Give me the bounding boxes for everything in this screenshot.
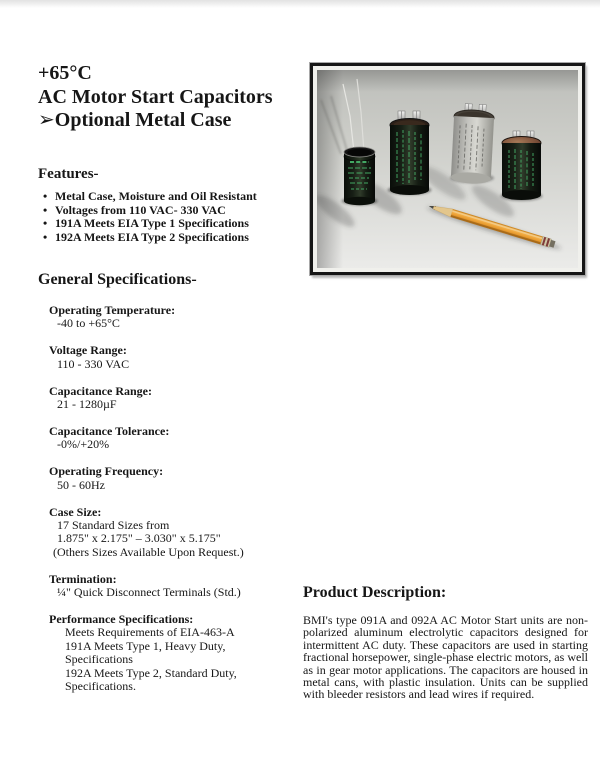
capacitor-metal-case-icon (451, 103, 495, 184)
spec-value: Specifications (65, 652, 133, 667)
feature-item (38, 217, 310, 231)
spec-operating-frequency (49, 465, 304, 492)
spec-value: 21 - 1280µF (57, 397, 117, 412)
spec-label: Capacitance Range: (49, 383, 152, 398)
product-description-heading: Product Description: (303, 584, 447, 601)
general-specs-heading: General Specifications- (38, 271, 197, 288)
title-line-metal-case: ➢Optional Metal Case (38, 109, 232, 131)
bullet-icon: • (43, 229, 48, 244)
spec-label: Operating Temperature: (49, 303, 176, 317)
spec-value: 191A Meets Type 1, Heavy Duty, (65, 638, 226, 653)
spec-label: Operating Frequency: (49, 464, 164, 479)
feature-item (38, 231, 310, 245)
bullet-icon: • (43, 189, 48, 203)
general-specs-list (49, 304, 304, 707)
spec-label: Capacitance Tolerance: (49, 423, 170, 438)
spec-value: Meets Requirements of EIA-463-A (65, 625, 235, 640)
spec-performance-specifications (49, 613, 304, 693)
features-heading: Features- (38, 166, 99, 182)
spec-value: 192A Meets Type 2, Standard Duty, (65, 665, 237, 680)
spec-capacitance-tolerance (49, 425, 304, 452)
spec-value: 17 Standard Sizes from (57, 517, 170, 532)
feature-item-label: Voltages from 110 VAC- 330 VAC (55, 202, 226, 217)
spec-termination (49, 573, 304, 600)
spec-label: Case Size: (49, 504, 102, 519)
feature-item (38, 204, 310, 218)
product-photo-frame (310, 63, 585, 275)
capacitor-short-black-icon (502, 131, 541, 200)
spec-value: 1.875" x 2.175" – 3.030" x 5.175" (57, 531, 221, 546)
product-photo (317, 70, 578, 268)
spec-capacitance-range (49, 385, 304, 412)
spec-value: 110 - 330 VAC (57, 356, 130, 371)
spec-value: 50 - 60Hz (57, 477, 105, 492)
spec-value: (Others Sizes Available Upon Request.) (53, 544, 244, 559)
page-top-shadow (0, 0, 600, 8)
features-section (38, 166, 310, 244)
feature-item-label: 191A Meets EIA Type 1 Specifications (55, 216, 249, 231)
doc-title (38, 62, 310, 133)
bullet-icon: • (43, 202, 48, 217)
feature-item (38, 190, 310, 204)
title-line-temperature: +65°C (38, 62, 92, 84)
spec-label: Termination: (49, 571, 117, 586)
product-description-body: BMI's type 091A and 092A AC Motor Start units are non-polarized aluminum electrolytic capacitors designed for intermittent AC duty. These capacitors are used in starting fractional horsepower, single-phase electric motors, as well as in gear motor applications. The capacitors are housed in metal cans, with plastic insulation. Units can be supplied with bleeder resistors and lead wires if required. (303, 613, 588, 702)
spec-value: ¼" Quick Disconnect Terminals (Std.) (57, 585, 241, 600)
product-description-section (303, 584, 588, 701)
spec-value: -40 to +65°C (57, 316, 120, 331)
spec-value: -0%/+20% (57, 437, 110, 452)
spec-label: Performance Specifications: (49, 612, 194, 626)
capacitor-tall-black-icon (390, 111, 429, 195)
spec-label: Voltage Range: (49, 343, 127, 358)
spec-value: Specifications. (65, 679, 136, 694)
bullet-icon: • (43, 216, 48, 231)
feature-item-label: Metal Case, Moisture and Oil Resistant (55, 189, 257, 203)
title-line-product: AC Motor Start Capacitors (38, 85, 273, 108)
spec-case-size (49, 506, 304, 560)
feature-item-label: 192A Meets EIA Type 2 Specifications (55, 229, 249, 244)
spec-voltage-range (49, 344, 304, 371)
spec-operating-temperature (49, 304, 304, 331)
